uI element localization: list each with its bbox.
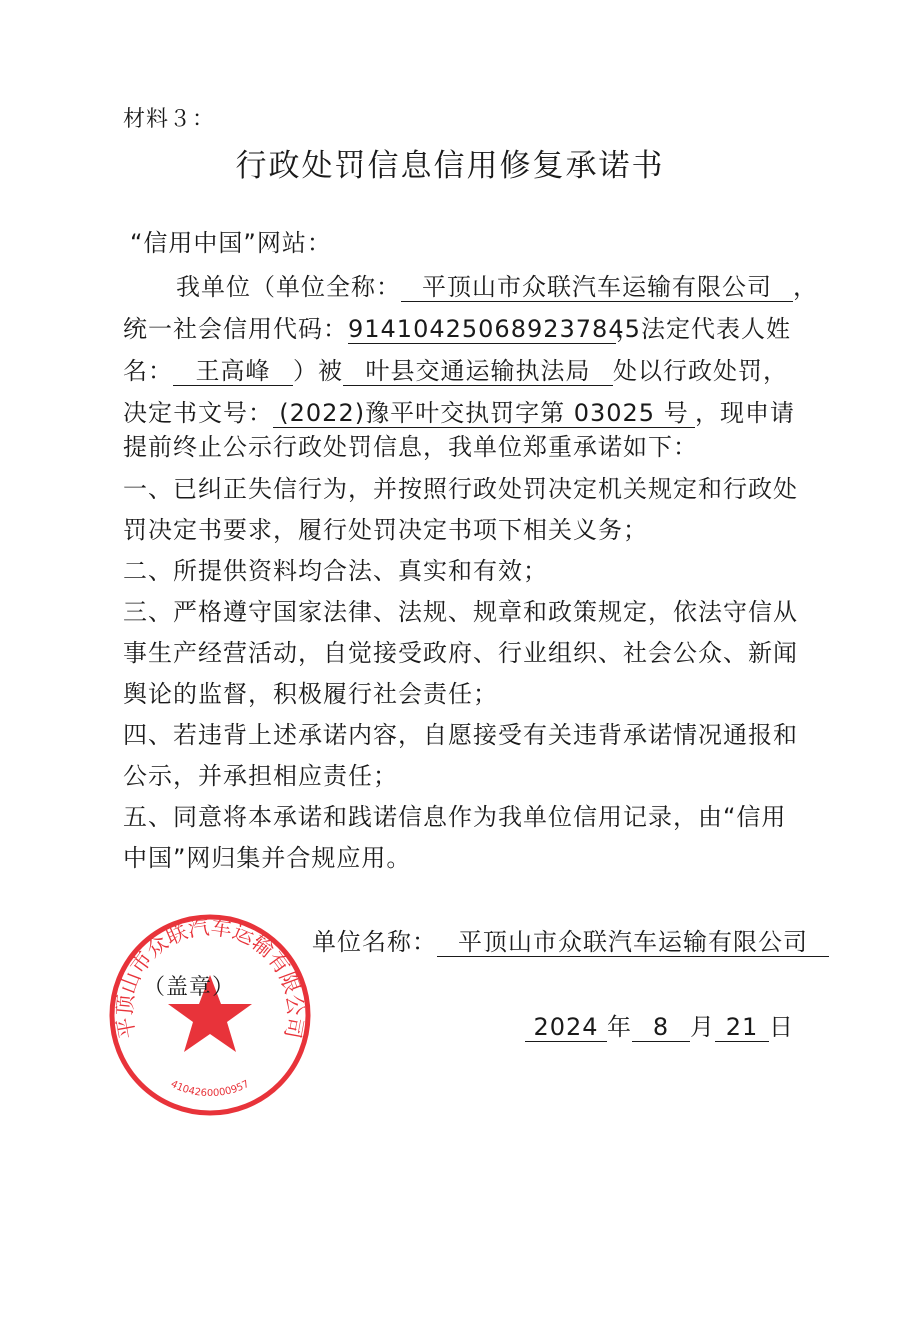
item-2: 二、所提供资料均合法、真实和有效； bbox=[123, 557, 548, 585]
decision-number-field: (2022)豫平叶交执罚字第 03025 号 bbox=[273, 399, 695, 428]
text: ）被 bbox=[293, 357, 343, 385]
material-label: 材料３： bbox=[123, 107, 216, 132]
text: ，法定代表人姓 bbox=[616, 315, 791, 343]
text: 名： bbox=[123, 357, 173, 385]
credit-code-field: 914104250689237845 bbox=[348, 315, 641, 343]
text: ， bbox=[793, 273, 818, 301]
date-day: 21 bbox=[715, 1013, 769, 1042]
item-5-line-1: 五、同意将本承诺和践诺信息作为我单位信用记录，由“信用 bbox=[123, 803, 787, 831]
seal-code-text bbox=[169, 1079, 251, 1099]
text: 决定书文号： bbox=[123, 399, 273, 427]
item-1-line-1: 一、已纠正失信行为，并按照行政处罚决定机关规定和行政处 bbox=[123, 475, 798, 503]
text: 我单位（单位全称： bbox=[176, 273, 401, 301]
seal-code-path: 4104260000957 bbox=[168, 1078, 252, 1100]
paragraph-line-5: 提前终止公示行政处罚信息，我单位郑重承诺如下： bbox=[123, 433, 698, 461]
company-name-field: 平顶山市众联汽车运输有限公司 bbox=[401, 273, 793, 302]
item-1-line-2: 罚决定书要求，履行处罚决定书项下相关义务； bbox=[123, 516, 648, 544]
item-3-line-2: 事生产经营活动，自觉接受政府、行业组织、社会公众、新闻 bbox=[123, 639, 798, 667]
unit-label: 单位名称： bbox=[312, 928, 437, 956]
date-year-unit: 年 bbox=[607, 1013, 632, 1041]
paragraph-line-2 bbox=[123, 312, 791, 346]
seal-arc-path: 平顶山市众联汽车运输有限公司 bbox=[112, 915, 308, 1041]
legal-rep-field: 王高峰 bbox=[173, 357, 293, 386]
date-month: 8 bbox=[632, 1013, 690, 1042]
paragraph-line-3 bbox=[123, 354, 788, 388]
text: 处以行政处罚， bbox=[613, 357, 788, 385]
date-year: 2024 bbox=[525, 1013, 607, 1042]
seal-label: （盖章） bbox=[143, 975, 236, 1000]
paragraph-line-1 bbox=[176, 270, 818, 304]
item-4-line-1: 四、若违背上述承诺内容，自愿接受有关违背承诺情况通报和 bbox=[123, 721, 798, 749]
salutation: “信用中国”网站： bbox=[130, 229, 332, 257]
date-line bbox=[525, 1010, 794, 1044]
unit-name-line bbox=[312, 925, 829, 959]
company-seal bbox=[100, 905, 320, 1125]
item-3-line-1: 三、严格遵守国家法律、法规、规章和政策规定，依法守信从 bbox=[123, 598, 798, 626]
unit-name-field: 平顶山市众联汽车运输有限公司 bbox=[437, 928, 829, 957]
text: 统一社会信用代码： bbox=[123, 315, 348, 343]
authority-field: 叶县交通运输执法局 bbox=[343, 357, 613, 386]
paragraph-line-4 bbox=[123, 396, 795, 430]
document-title: 行政处罚信息信用修复承诺书 bbox=[235, 148, 665, 184]
text: ，现申请 bbox=[695, 399, 795, 427]
date-day-unit: 日 bbox=[769, 1013, 794, 1041]
item-5-line-2: 中国”网归集并合规应用。 bbox=[123, 844, 412, 872]
date-month-unit: 月 bbox=[690, 1013, 715, 1041]
item-4-line-2: 公示，并承担相应责任； bbox=[123, 762, 398, 790]
item-3-line-3: 舆论的监督，积极履行社会责任； bbox=[123, 680, 498, 708]
